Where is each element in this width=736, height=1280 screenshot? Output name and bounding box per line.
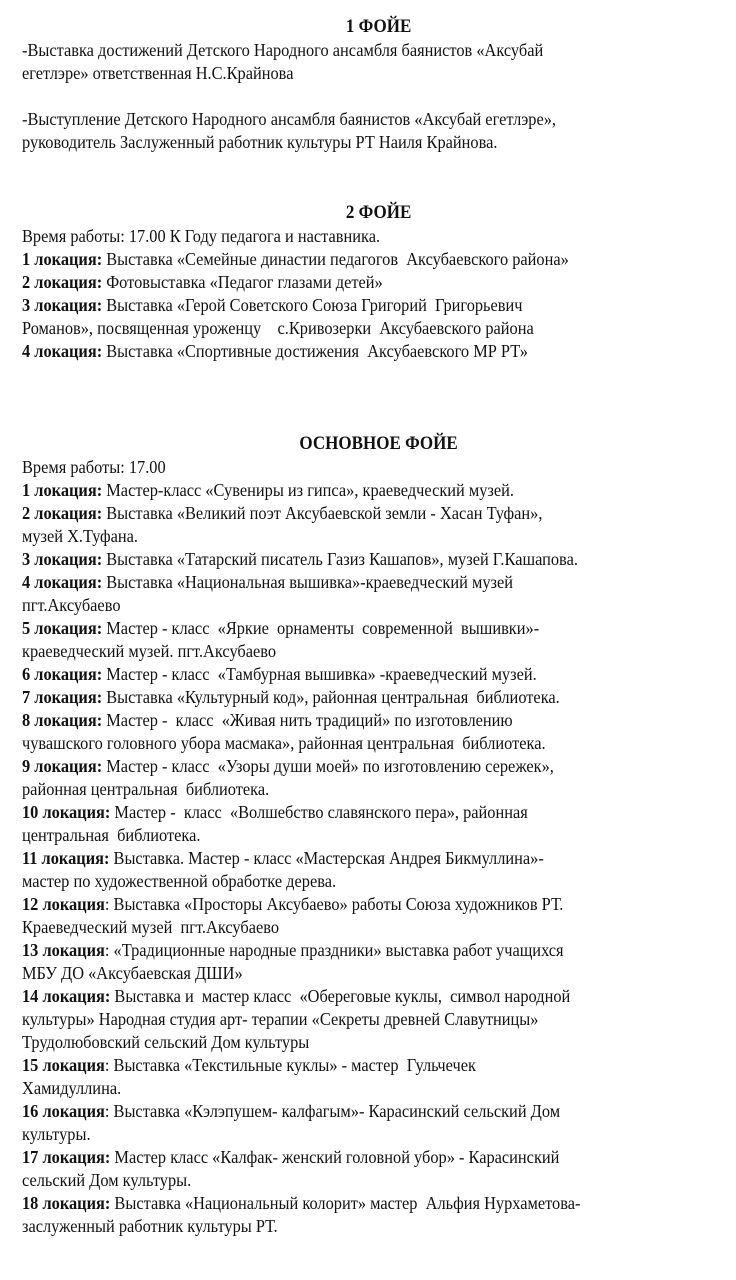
location-text: Выставка «Национальный колорит» мастер Альфия Нурхаметова- [110, 1193, 581, 1213]
location-label: 1 локация: [22, 480, 103, 500]
text-line [22, 502, 680, 525]
location-item [22, 663, 726, 686]
location-item [22, 709, 726, 755]
location-text: : Выставка «Кэлэпушем- калфагым»- Карасинский сельский Дом [104, 1101, 561, 1121]
location-text: Выставка. Мастер - класс «Мастерская Андрея Бикмуллина»- [109, 848, 544, 868]
location-label: 5 локация: [22, 618, 103, 638]
text-line [22, 640, 680, 663]
text-line [22, 1215, 680, 1238]
text-line [22, 916, 680, 939]
location-label: 4 локация: [22, 341, 103, 361]
work-time: Время работы: 17.00 [22, 457, 166, 477]
location-item [22, 617, 726, 663]
text-line [22, 939, 680, 962]
text-line [22, 962, 680, 985]
location-item [22, 893, 726, 939]
location-label: 3 локация: [22, 295, 103, 315]
location-text: сельский Дом культуры. [22, 1170, 192, 1190]
text-line: егетлэре» ответственная Н.С.Крайнова [22, 63, 294, 83]
location-text: Мастер - класс «Волшебство славянского пера», районная [110, 802, 528, 822]
location-text: Трудолюбовский сельский Дом культуры [22, 1032, 310, 1052]
text-line [22, 479, 680, 502]
location-text: Мастер - класс «Узоры души моей» по изготовлению сережек», [102, 756, 554, 776]
location-text: Выставка и мастер класс «Обереговые куклы, символ народной [110, 986, 571, 1006]
location-label: 1 локация: [22, 249, 103, 269]
location-text: МБУ ДО «Аксубаевская ДШИ» [22, 963, 243, 983]
foyer-1-item [22, 108, 726, 154]
location-item [22, 1100, 726, 1146]
location-item [22, 571, 726, 617]
text-line [22, 1192, 680, 1215]
location-item [22, 686, 726, 709]
location-text: Выставка «Культурный код», районная центральная библиотека. [102, 687, 560, 707]
main-foyer-section [22, 433, 726, 1238]
location-text: Выставка «Национальная вышивка»-краеведческий музей [102, 572, 513, 592]
location-label: 11 локация: [22, 848, 110, 868]
location-item [22, 801, 726, 847]
text-line [22, 1031, 680, 1054]
location-list [22, 479, 726, 1238]
foyer-1-title: 1 ФОЙЕ [345, 17, 412, 37]
foyer-2-section [22, 202, 726, 363]
location-item [22, 985, 726, 1054]
main-foyer-title: ОСНОВНОЕ ФОЙЕ [299, 434, 458, 454]
location-label: 15 локация [22, 1055, 105, 1075]
location-text: Выставка «Герой Советского Союза Григорий Григорьевич [102, 295, 523, 315]
text-line [22, 686, 680, 709]
location-text: чувашского головного убора масмака», районная центральная библиотека. [22, 733, 546, 753]
location-item [22, 847, 726, 893]
location-text: культуры. [22, 1124, 91, 1144]
location-item [22, 939, 726, 985]
text-line [22, 870, 680, 893]
location-text: Мастер - класс «Живая нить традиций» по изготовлению [102, 710, 513, 730]
location-text: пгт.Аксубаево [22, 595, 121, 615]
location-text: культуры» Народная студия арт- терапии «Секреты древней Славутницы» [22, 1009, 539, 1029]
text-line [22, 1077, 680, 1100]
location-label: 2 локация: [22, 503, 103, 523]
location-label: 8 локация: [22, 710, 103, 730]
work-time: Время работы: 17.00 К Году педагога и наставника. [22, 226, 381, 246]
location-label: 3 локация: [22, 549, 103, 569]
location-label: 17 локация: [22, 1147, 111, 1167]
text-line [22, 732, 680, 755]
text-line [22, 317, 680, 340]
text-line [22, 340, 680, 363]
location-text: районная центральная библиотека. [22, 779, 270, 799]
text-line: руководитель Заслуженный работник культуры РТ Наиля Крайнова. [22, 132, 498, 152]
text-line [22, 847, 680, 870]
location-text: Романов», посвященная уроженцу с.Кривозерки Аксубаевского района [22, 318, 534, 338]
location-item [22, 755, 726, 801]
location-item [22, 548, 726, 571]
location-item [22, 1192, 726, 1238]
location-item [22, 1054, 726, 1100]
location-text: Мастер - класс «Тамбурная вышивка» -краеведческий музей. [102, 664, 537, 684]
text-line [22, 663, 680, 686]
text-line [22, 985, 680, 1008]
text-line [22, 778, 680, 801]
location-text: Мастер-класс «Сувениры из гипса», краеведческий музей. [102, 480, 515, 500]
location-text: заслуженный работник культуры РТ. [22, 1216, 278, 1236]
location-label: 12 локация [22, 894, 105, 914]
location-label: 9 локация: [22, 756, 103, 776]
location-label: 14 локация: [22, 986, 111, 1006]
text-line: -Выступление Детского Народного ансамбля баянистов «Аксубай егетлэре», [22, 109, 556, 129]
location-item [22, 502, 726, 548]
location-list [22, 248, 726, 363]
location-text: краеведческий музей. пгт.Аксубаево [22, 641, 277, 661]
text-line: -Выставка достижений Детского Народного ансамбля баянистов «Аксубай [22, 40, 544, 60]
location-text: Краеведческий музей пгт.Аксубаево [22, 917, 280, 937]
location-text: Мастер класс «Калфак- женский головной убор» - Карасинский [110, 1147, 560, 1167]
text-line [22, 548, 680, 571]
location-label: 6 локация: [22, 664, 103, 684]
location-text: Выставка «Спортивные достижения Аксубаевского МР РТ» [102, 341, 528, 361]
text-line [22, 1008, 680, 1031]
foyer-1-item [22, 39, 726, 85]
text-line [22, 617, 680, 640]
text-line [22, 1146, 680, 1169]
text-line [22, 571, 680, 594]
text-line [22, 801, 680, 824]
location-text: Хамидуллина. [22, 1078, 122, 1098]
location-label: 13 локация [22, 940, 105, 960]
location-label: 2 локация: [22, 272, 103, 292]
text-line [22, 893, 680, 916]
location-text: центральная библиотека. [22, 825, 201, 845]
text-line [22, 248, 680, 271]
text-line [22, 525, 680, 548]
location-text: Выставка «Семейные династии педагогов Аксубаевского района» [102, 249, 569, 269]
text-line [22, 824, 680, 847]
location-text: музей Х.Туфана. [22, 526, 138, 546]
location-label: 7 локация: [22, 687, 103, 707]
location-item [22, 248, 726, 271]
text-line [22, 271, 680, 294]
location-text: Мастер - класс «Яркие орнаменты современной вышивки»- [102, 618, 540, 638]
location-text: Выставка «Татарский писатель Газиз Кашапов», музей Г.Кашапова. [102, 549, 578, 569]
text-line [22, 294, 680, 317]
location-text: мастер по художественной обработке дерева. [22, 871, 337, 891]
text-line [22, 1169, 680, 1192]
location-text: : «Традиционные народные праздники» выставка работ учащихся [104, 940, 564, 960]
location-item [22, 340, 726, 363]
location-text: Выставка «Великий поэт Аксубаевской земли - Хасан Туфан», [102, 503, 543, 523]
text-line [22, 1123, 680, 1146]
location-item [22, 479, 726, 502]
location-item [22, 271, 726, 294]
text-line [22, 1100, 680, 1123]
text-line [22, 755, 680, 778]
location-text: Фотовыставка «Педагог глазами детей» [102, 272, 383, 292]
location-text: : Выставка «Текстильные куклы» - мастер Гульчечек [104, 1055, 476, 1075]
text-line [22, 594, 680, 617]
location-label: 16 локация [22, 1101, 105, 1121]
location-label: 10 локация: [22, 802, 111, 822]
text-line [22, 1054, 680, 1077]
foyer-2-title: 2 ФОЙЕ [345, 203, 412, 223]
location-label: 18 локация: [22, 1193, 111, 1213]
location-label: 4 локация: [22, 572, 103, 592]
text-line [22, 709, 680, 732]
location-item [22, 294, 726, 340]
foyer-1-section [22, 16, 726, 154]
location-text: : Выставка «Просторы Аксубаево» работы Союза художников РТ. [104, 894, 564, 914]
location-item [22, 1146, 726, 1192]
